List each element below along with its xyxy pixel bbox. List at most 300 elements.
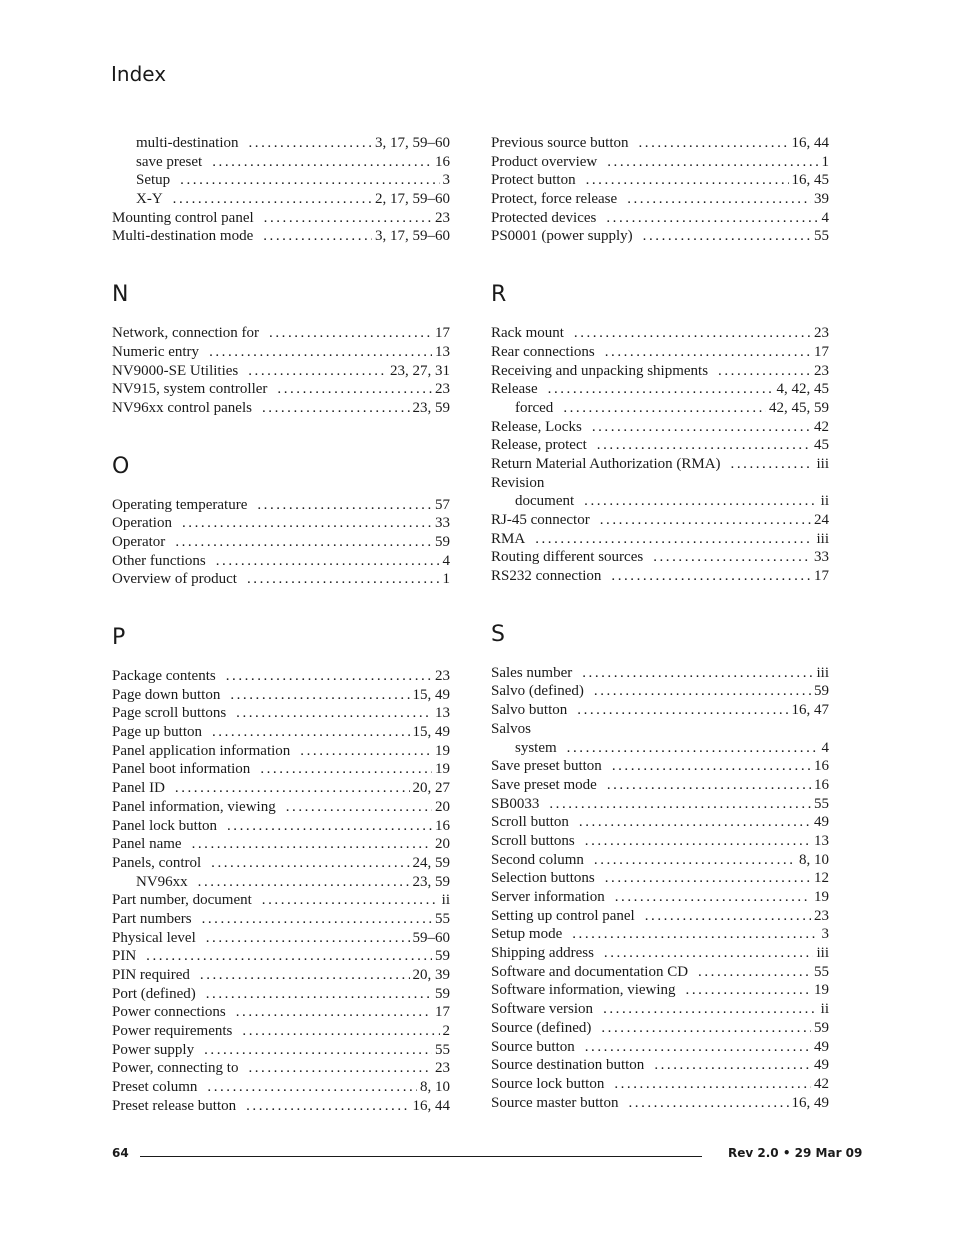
index-term: save preset (136, 153, 203, 170)
index-term: Mounting control panel (112, 209, 254, 226)
index-pages: 20, 39 (412, 967, 450, 983)
dot-leader (207, 1078, 417, 1097)
index-pages: 3, 17, 59–60 (375, 135, 450, 151)
index-pages: 23 (814, 907, 829, 924)
index-entry (112, 1097, 450, 1116)
index-pages: 16 (814, 758, 829, 775)
section-letter-p: P (112, 625, 126, 650)
index-term: Panel boot information (112, 761, 251, 778)
index-term: Release, Locks (491, 418, 582, 435)
index-entry (491, 418, 829, 437)
index-entry (491, 664, 829, 683)
index-term: Source button (491, 1038, 575, 1055)
dot-leader (604, 944, 814, 963)
index-entry (491, 190, 829, 209)
index-entry (112, 380, 450, 399)
index-pages: 4 (821, 209, 829, 226)
index-term: Multi-destination mode (112, 228, 254, 245)
index-term: Source master button (491, 1094, 619, 1111)
index-term: system (515, 739, 557, 756)
index-entry (112, 1022, 450, 1041)
index-term: NV915, system controller (112, 381, 268, 398)
index-entry (491, 682, 829, 701)
dot-leader (227, 817, 432, 836)
index-entry (112, 723, 450, 742)
index-entry (491, 567, 829, 586)
dot-leader (594, 851, 796, 870)
index-pages: 4 (442, 552, 450, 569)
dot-leader (146, 947, 432, 966)
index-pages: 13 (814, 832, 829, 849)
dot-leader (592, 418, 811, 437)
dot-leader (206, 985, 432, 1004)
index-entry (112, 343, 450, 362)
index-sections (491, 281, 829, 1112)
dot-leader (209, 343, 432, 362)
dot-leader (615, 888, 811, 907)
index-pages: 49 (814, 1038, 829, 1055)
index-term: Protected devices (491, 209, 597, 226)
index-entry (112, 134, 450, 153)
index-pages: 57 (435, 496, 450, 513)
index-entry (491, 720, 829, 739)
index-pages: 3 (442, 172, 450, 189)
index-pages: 17 (814, 568, 829, 585)
index-pages: 24 (814, 512, 829, 528)
index-term: RMA (491, 530, 526, 547)
index-entry (491, 492, 829, 511)
section-entries (491, 324, 829, 586)
index-entry (491, 813, 829, 832)
index-pages: 59 (435, 985, 450, 1002)
index-entry (112, 1003, 450, 1022)
index-pages: 23 (814, 362, 829, 379)
index-entry (491, 455, 829, 474)
dot-leader (577, 701, 788, 720)
dot-leader (605, 343, 811, 362)
dot-leader (212, 723, 410, 742)
page-number: 64 (112, 1146, 129, 1160)
index-pages: 42, 45, 59 (769, 399, 829, 416)
index-pages: 13 (435, 705, 450, 722)
index-term: Salvos (491, 720, 532, 737)
index-term: Setting up control panel (491, 907, 635, 924)
index-entry (112, 171, 450, 190)
index-entry (112, 985, 450, 1004)
dot-leader (607, 153, 818, 172)
dot-leader (264, 209, 432, 228)
dot-leader (607, 776, 811, 795)
index-pages: 20 (435, 836, 450, 853)
index-pages: 23 (435, 381, 450, 398)
index-pages: 45 (814, 437, 829, 454)
index-entry (491, 739, 829, 758)
dot-leader (175, 533, 432, 552)
index-term: Protect, force release (491, 191, 618, 208)
dot-leader (582, 664, 813, 683)
index-pages: iii (816, 455, 829, 472)
section-entries (112, 667, 450, 1116)
index-pages: 16, 44 (412, 1097, 450, 1114)
index-entry (112, 209, 450, 228)
index-entry (112, 779, 450, 798)
index-entry (491, 1000, 829, 1019)
dot-leader (549, 795, 811, 814)
index-term: Panel name (112, 836, 182, 853)
index-pages: 13 (435, 343, 450, 360)
index-term: PIN (112, 948, 137, 965)
index-term: Rack mount (491, 325, 564, 342)
section-letter-n: N (112, 282, 129, 308)
index-entry (491, 1075, 829, 1094)
index-term: PIN required (112, 967, 190, 983)
index-entry (112, 496, 450, 515)
dot-leader (698, 963, 811, 982)
index-term: Power supply (112, 1041, 195, 1058)
index-entry (112, 686, 450, 705)
index-pages: 59 (814, 683, 829, 700)
index-entry (112, 1078, 450, 1097)
index-entry (112, 399, 450, 418)
dot-leader (563, 399, 766, 418)
dot-leader (597, 436, 811, 455)
index-entry (491, 944, 829, 963)
index-pages: iii (816, 945, 829, 962)
index-entry (112, 153, 450, 172)
index-entry (112, 227, 450, 246)
index-entry (491, 1019, 829, 1038)
index-entry (491, 153, 829, 172)
index-pages: 59 (814, 1019, 829, 1036)
index-pages: 33 (814, 549, 829, 566)
dot-leader (718, 362, 811, 381)
section-letter-s: S (491, 621, 505, 647)
index-pages: 1 (442, 571, 450, 588)
index-term: RS232 connection (491, 568, 602, 585)
index-pages: 15, 49 (412, 724, 450, 741)
index-term: Selection buttons (491, 870, 595, 887)
index-entry (112, 324, 450, 343)
dot-leader (202, 910, 432, 929)
index-term: Source destination button (491, 1057, 645, 1074)
dot-leader (246, 1097, 409, 1116)
index-pages: 23 (435, 668, 450, 684)
section-letter-o: O (112, 453, 130, 479)
dot-leader (603, 1000, 818, 1019)
index-term: Operating temperature (112, 496, 248, 513)
dot-leader (226, 667, 432, 686)
section-entries (112, 496, 450, 589)
dot-leader (204, 1041, 432, 1060)
index-term: Revision (491, 474, 545, 491)
index-entry (112, 570, 450, 589)
index-term: Panels, control (112, 854, 202, 871)
index-pages: 23 (814, 325, 829, 342)
index-term: multi-destination (136, 135, 239, 151)
dot-leader (269, 324, 432, 343)
index-pages: 3, 17, 59–60 (375, 228, 450, 245)
index-term: Release, protect (491, 437, 587, 454)
index-term: Scroll buttons (491, 832, 575, 849)
index-pages: 16, 44 (791, 135, 829, 151)
index-entry (491, 757, 829, 776)
index-term: Port (defined) (112, 985, 196, 1002)
index-entry (491, 888, 829, 907)
index-pages: iii (816, 530, 829, 547)
index-entry (491, 380, 829, 399)
index-entry (491, 362, 829, 381)
revision-label: Rev 2.0 • 29 Mar 09 (728, 1146, 863, 1160)
index-term: Routing different sources (491, 549, 644, 566)
index-pages: 20 (435, 798, 450, 815)
dot-leader (262, 399, 410, 418)
index-pages: 49 (814, 814, 829, 831)
dot-leader (600, 511, 811, 530)
dot-leader (182, 514, 432, 533)
index-entry (112, 362, 450, 381)
index-term: Panel lock button (112, 817, 217, 834)
dot-leader (572, 925, 818, 944)
index-term: Power, connecting to (112, 1060, 239, 1077)
index-term: Release (491, 381, 538, 398)
index-pages: 4, 42, 45 (776, 381, 829, 398)
index-pages: 23, 59 (412, 873, 450, 890)
index-entry (491, 324, 829, 343)
index-entry (112, 891, 450, 910)
index-term: Power requirements (112, 1023, 233, 1040)
index-term: Operation (112, 515, 172, 532)
index-term: Previous source button (491, 135, 629, 151)
index-pages: 55 (814, 795, 829, 812)
dot-leader (249, 134, 373, 153)
index-pages: 12 (814, 870, 829, 887)
index-pages: 16, 49 (791, 1094, 829, 1111)
index-pages: iii (816, 664, 829, 681)
index-term: Shipping address (491, 945, 594, 962)
index-term: SB0033 (491, 795, 540, 812)
index-entry (491, 832, 829, 851)
index-pages: 15, 49 (412, 686, 450, 703)
section-entries (112, 324, 450, 417)
index-pages: 55 (814, 963, 829, 980)
index-pages: 19 (435, 742, 450, 759)
dot-leader (173, 190, 372, 209)
index-term: Panel ID (112, 780, 165, 797)
index-term: Preset column (112, 1079, 198, 1096)
index-entry (491, 209, 829, 228)
footer-divider (140, 1156, 702, 1157)
index-entry (491, 511, 829, 530)
dot-leader (535, 530, 813, 549)
index-entry (491, 907, 829, 926)
dot-leader (686, 981, 811, 1000)
index-pages: 16 (814, 776, 829, 793)
index-entry (491, 134, 829, 153)
index-entry (112, 552, 450, 571)
index-pages: 16 (435, 817, 450, 834)
index-pages: 4 (821, 739, 829, 756)
index-term: Second column (491, 851, 584, 868)
index-pages: 2, 17, 59–60 (375, 191, 450, 208)
index-term: Sales number (491, 664, 573, 681)
dot-leader (643, 227, 811, 246)
dot-leader (200, 966, 410, 985)
dot-leader (175, 779, 410, 798)
index-entry (491, 399, 829, 418)
dot-leader (548, 380, 774, 399)
dot-leader (731, 455, 814, 474)
index-entry (491, 1038, 829, 1057)
dot-leader (277, 380, 432, 399)
index-pages: ii (820, 1001, 829, 1018)
index-pages: 59 (435, 533, 450, 550)
index-pages: 23 (435, 1060, 450, 1077)
index-entry (112, 873, 450, 892)
dot-leader (198, 873, 410, 892)
index-entry (112, 929, 450, 948)
index-pages: 20, 27 (412, 780, 450, 797)
dot-leader (263, 227, 372, 246)
index-pages: 16, 47 (791, 702, 829, 719)
dot-leader (638, 134, 788, 153)
index-term: RJ-45 connector (491, 512, 590, 528)
index-entry (491, 474, 829, 493)
section-letter-r: R (491, 282, 507, 308)
index-pages: 1 (821, 153, 829, 170)
dot-leader (247, 570, 440, 589)
index-term: Scroll button (491, 814, 569, 831)
index-term: Operator (112, 533, 166, 550)
index-entry (112, 835, 450, 854)
index-term: NV96xx control panels (112, 399, 252, 416)
index-pages: 8, 10 (420, 1079, 450, 1096)
index-pages: 55 (435, 1041, 450, 1058)
index-pages: 17 (435, 1004, 450, 1021)
index-entry (491, 548, 829, 567)
index-entry (491, 171, 829, 190)
dot-leader (628, 1094, 788, 1113)
index-entry (112, 854, 450, 873)
index-pages: 55 (435, 910, 450, 927)
index-term: Setup (136, 172, 171, 189)
index-column-right (491, 134, 829, 1112)
index-pages: 17 (814, 343, 829, 360)
dot-leader (579, 813, 811, 832)
index-pages: 59–60 (412, 929, 450, 946)
index-pages: 33 (435, 515, 450, 532)
dot-leader (567, 739, 819, 758)
index-pages: 23, 59 (412, 399, 450, 416)
index-term: Product overview (491, 153, 598, 170)
index-entry (112, 742, 450, 761)
dot-leader (180, 171, 439, 190)
index-term: NV96xx (136, 873, 188, 890)
index-sections (112, 281, 450, 1115)
dot-leader (257, 496, 432, 515)
dot-leader (654, 1056, 811, 1075)
dot-leader (260, 760, 432, 779)
index-entry (112, 704, 450, 723)
index-term: Setup mode (491, 926, 563, 943)
index-term: Source lock button (491, 1075, 605, 1092)
dot-leader (286, 798, 432, 817)
index-term: Panel application information (112, 742, 291, 759)
index-term: Page up button (112, 724, 202, 741)
index-pages: 19 (814, 889, 829, 905)
index-entry (491, 869, 829, 888)
index-entry (112, 190, 450, 209)
index-pages: 42 (814, 1075, 829, 1092)
index-pages: 23 (435, 209, 450, 226)
dot-leader (248, 362, 387, 381)
dot-leader (594, 682, 811, 701)
index-entry (112, 966, 450, 985)
index-pages: 16 (435, 153, 450, 170)
dot-leader (645, 907, 811, 926)
index-pages: 2 (442, 1023, 450, 1040)
index-pages: 59 (435, 948, 450, 965)
index-entry (491, 343, 829, 362)
index-column-left (112, 134, 450, 1116)
dot-leader (300, 742, 432, 761)
top-entries (112, 134, 450, 246)
dot-leader (236, 1003, 432, 1022)
dot-leader (584, 492, 818, 511)
dot-leader (248, 1059, 432, 1078)
top-entries (491, 134, 829, 246)
dot-leader (653, 548, 811, 567)
index-pages: 23, 27, 31 (390, 362, 450, 379)
index-entry (491, 963, 829, 982)
index-pages: 17 (435, 325, 450, 342)
index-term: PS0001 (power supply) (491, 228, 633, 245)
index-term: Salvo (defined) (491, 683, 584, 700)
index-entry (491, 1094, 829, 1113)
index-pages: 8, 10 (799, 851, 829, 868)
index-entry (491, 227, 829, 246)
index-term: Page down button (112, 686, 221, 703)
dot-leader (586, 171, 789, 190)
index-pages: 39 (814, 191, 829, 208)
dot-leader (627, 190, 811, 209)
section-entries (491, 664, 829, 1113)
index-entry (112, 910, 450, 929)
dot-leader (230, 686, 409, 705)
dot-leader (605, 869, 811, 888)
dot-leader (614, 1075, 811, 1094)
index-term: Part numbers (112, 910, 192, 927)
index-term: Protect button (491, 172, 576, 189)
dot-leader (242, 1022, 439, 1041)
index-entry (112, 514, 450, 533)
dot-leader (211, 854, 409, 873)
index-entry (491, 701, 829, 720)
index-entry (112, 798, 450, 817)
dot-leader (206, 929, 410, 948)
index-pages: 42 (814, 418, 829, 435)
index-term: Software information, viewing (491, 982, 676, 999)
index-pages: ii (820, 493, 829, 510)
dot-leader (574, 324, 811, 343)
dot-leader (216, 552, 440, 571)
dot-leader (585, 1038, 811, 1057)
index-entry (112, 1059, 450, 1078)
index-term: Salvo button (491, 702, 568, 719)
dot-leader (262, 891, 439, 910)
index-term: Part number, document (112, 892, 252, 909)
index-pages: 55 (814, 228, 829, 245)
index-entry (491, 436, 829, 455)
